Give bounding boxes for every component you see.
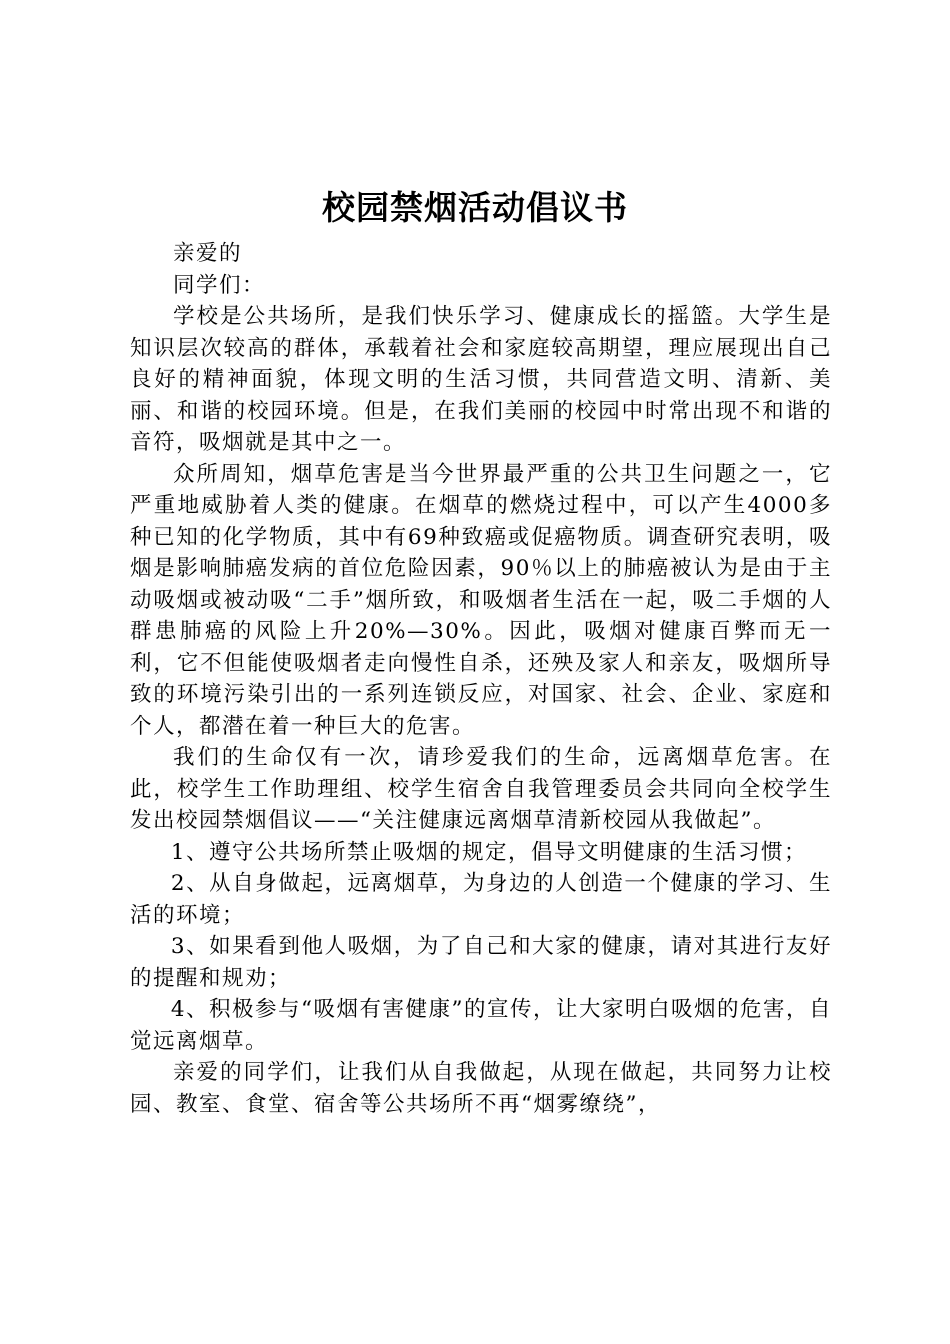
document-title: 校园禁烟活动倡议书 bbox=[322, 188, 628, 227]
salutation-line-2: 同学们： bbox=[173, 272, 266, 298]
proposal-item-3: 3、如果看到他人吸烟，为了自己和大家的健康，请对其进行友好的提醒和规劝； bbox=[130, 934, 832, 991]
proposal-item-2: 2、从自身做起，远离烟草，为身边的人创造一个健康的学习、生活的环境； bbox=[130, 871, 832, 928]
closing-paragraph: 亲爱的同学们，让我们从自我做起，从现在做起，共同努力让校园、教室、食堂、宿舍等公共场所不再“烟雾缭绕”， bbox=[130, 1060, 832, 1117]
proposal-item-4: 4、积极参与“吸烟有害健康”的宣传，让大家明白吸烟的危害，自觉远离烟草。 bbox=[130, 997, 833, 1054]
document-body bbox=[130, 238, 832, 1120]
paragraph-2: 众所周知，烟草危害是当今世界最严重的公共卫生问题之一，它严重地威胁着人类的健康。在烟草的燃烧过程中，可以产生4000多种已知的化学物质，其中有69种致癌或促癌物质。调查研究表明，吸烟是影响肺癌发病的首位危险因素，90％以上的肺癌被认为是由于主动吸烟或被动吸“二手”烟所致，和吸烟者生活在一起，吸二手烟的人群患肺癌的风险上升20%—30%。因此，吸烟对健康百弊而无一利，它不但能使吸烟者走向慢性自杀，还殃及家人和亲友，吸烟所导致的环境污染引出的一系列连锁反应，对国家、社会、企业、家庭和个人，都潜在着一种巨大的危害。 bbox=[130, 461, 832, 739]
proposal-item-1: 1、遵守公共场所禁止吸烟的规定，倡导文明健康的生活习惯； bbox=[170, 839, 808, 865]
salutation-line-1: 亲爱的 bbox=[173, 241, 243, 266]
paragraph-1: 学校是公共场所，是我们快乐学习、健康成长的摇篮。大学生是知识层次较高的群体，承载着社会和家庭较高期望，理应展现出自己良好的精神面貌，体现文明的生活习惯，共同营造文明、清新、美丽、和谐的校园环境。但是，在我们美丽的校园中时常出现不和谐的音符，吸烟就是其中之一。 bbox=[130, 304, 832, 455]
paragraph-3: 我们的生命仅有一次，请珍爱我们的生命，远离烟草危害。在此，校学生工作助理组、校学生宿舍自我管理委员会共同向全校学生发出校园禁烟倡议——“关注健康远离烟草清新校园从我做起”。 bbox=[130, 745, 832, 833]
